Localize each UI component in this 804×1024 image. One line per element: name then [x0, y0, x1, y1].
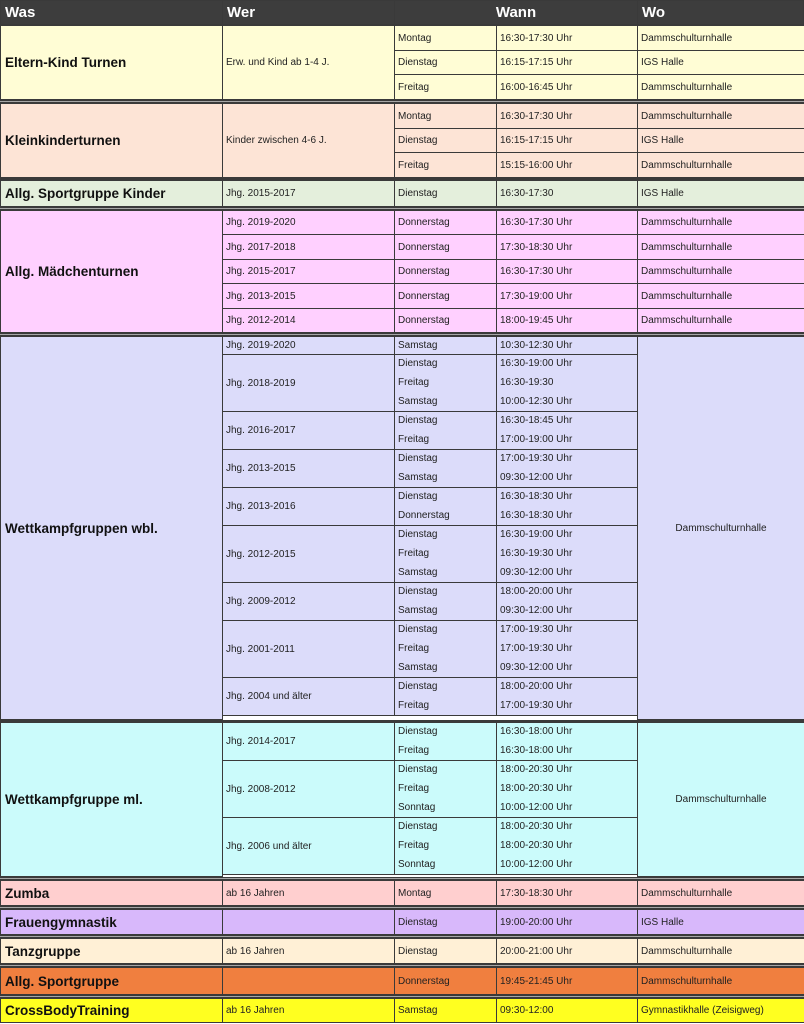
sub-wer: Jhg. 2008-2012	[222, 760, 395, 818]
sub-zeiten-line: 16:30-19:30	[500, 376, 554, 388]
group-name: Wettkampfgruppe ml.	[0, 722, 223, 877]
row-wo: Dammschulturnhalle	[637, 234, 804, 260]
sub-zeiten-line: 18:00-20:00 Uhr	[500, 586, 573, 598]
sub-tage	[394, 336, 497, 355]
sub-tage-line: Dienstag	[398, 358, 438, 370]
group-name: Wettkampfgruppen wbl.	[0, 336, 223, 720]
sub-zeiten-line: 17:00-19:00 Uhr	[500, 433, 573, 445]
sub-tage-line: Samstag	[398, 661, 438, 673]
sub-tage-line: Dienstag	[398, 491, 438, 503]
sub-zeiten	[496, 677, 638, 716]
row-wer: ab 16 Jahren	[222, 998, 395, 1023]
sub-zeiten-line: 17:00-19:30 Uhr	[500, 453, 573, 465]
row-wer: Jhg. 2012-2014	[222, 308, 395, 333]
sub-zeiten-line: 18:00-20:30 Uhr	[500, 782, 573, 794]
row-tag: Donnerstag	[394, 210, 497, 235]
group-name: CrossBodyTraining	[0, 998, 223, 1023]
sub-wer: Jhg. 2018-2019	[222, 354, 395, 412]
row-tag: Montag	[394, 103, 497, 129]
sub-tage-line: Dienstag	[398, 529, 438, 541]
row-wo: IGS Halle	[637, 909, 804, 935]
sub-tage-line: Freitag	[398, 699, 430, 711]
sub-tage	[394, 449, 497, 488]
sub-tage-line: Dienstag	[398, 586, 438, 598]
sub-wer: Jhg. 2004 und älter	[222, 677, 395, 716]
sub-tage-line: Dienstag	[398, 681, 438, 693]
sub-tage-line: Samstag	[398, 471, 438, 483]
sub-wer: Jhg. 2019-2020	[222, 336, 395, 355]
sub-tage-line: Dienstag	[398, 821, 438, 833]
sub-zeiten-line: 09:30-12:00 Uhr	[500, 566, 573, 578]
sub-zeiten	[496, 620, 638, 678]
sub-tage-line: Samstag	[398, 604, 438, 616]
sub-tage	[394, 487, 497, 526]
sub-tage-line: Freitag	[398, 547, 430, 559]
group-name: Frauengymnastik	[0, 909, 223, 935]
sub-wer: Jhg. 2012-2015	[222, 525, 395, 583]
sub-zeiten-line: 18:00-20:30 Uhr	[500, 839, 573, 851]
row-zeit: 17:30-18:30 Uhr	[496, 234, 638, 260]
sub-tage-line: Dienstag	[398, 415, 438, 427]
header-was: Was	[0, 0, 223, 25]
group-name: Allg. Sportgruppe	[0, 967, 223, 995]
row-wer	[222, 967, 395, 995]
group-name: Allg. Sportgruppe Kinder	[0, 180, 223, 207]
sub-zeiten	[496, 525, 638, 583]
sub-zeiten	[496, 582, 638, 621]
row-tag: Donnerstag	[394, 308, 497, 333]
row-wer: ab 16 Jahren	[222, 938, 395, 964]
row-wo: Dammschulturnhalle	[637, 938, 804, 964]
sub-zeiten-line: 10:00-12:00 Uhr	[500, 801, 573, 813]
sub-tage-line: Freitag	[398, 744, 430, 756]
sub-zeiten	[496, 817, 638, 875]
sub-zeiten-line: 18:00-20:30 Uhr	[500, 764, 573, 776]
sub-tage-line: Freitag	[398, 782, 430, 794]
sub-tage-line: Dienstag	[398, 624, 438, 636]
sub-zeiten-line: 16:30-18:30 Uhr	[500, 491, 573, 503]
sub-zeiten-line: 16:30-18:00 Uhr	[500, 744, 573, 756]
sub-wer: Jhg. 2013-2015	[222, 449, 395, 488]
sub-wer: Jhg. 2014-2017	[222, 722, 395, 761]
row-wer	[222, 909, 395, 935]
sub-tage-line: Samstag	[398, 566, 438, 578]
row-tag: Samstag	[394, 998, 497, 1023]
row-zeit: 15:15-16:00 Uhr	[496, 152, 638, 178]
sub-zeiten-line: 09:30-12:00 Uhr	[500, 661, 573, 673]
sub-tage	[394, 620, 497, 678]
row-wer: Jhg. 2015-2017	[222, 180, 395, 207]
sub-tage-line: Samstag	[398, 339, 438, 351]
sub-tage	[394, 582, 497, 621]
sub-tage	[394, 760, 497, 818]
row-wer: Jhg. 2015-2017	[222, 259, 395, 284]
sub-tage-line: Freitag	[398, 642, 430, 654]
sub-zeiten-line: 17:00-19:30 Uhr	[500, 699, 573, 711]
sub-zeiten-line: 16:30-19:00 Uhr	[500, 358, 573, 370]
row-tag: Freitag	[394, 74, 497, 100]
row-wo: Gymnastikhalle (Zeisigweg)	[637, 998, 804, 1023]
sub-zeiten-line: 10:00-12:00 Uhr	[500, 858, 573, 870]
sub-tage-line: Dienstag	[398, 726, 438, 738]
sub-tage-line: Dienstag	[398, 764, 438, 776]
sub-zeiten	[496, 354, 638, 412]
row-zeit: 16:30-17:30 Uhr	[496, 103, 638, 129]
sub-tage-line: Freitag	[398, 839, 430, 851]
row-zeit: 16:15-17:15 Uhr	[496, 128, 638, 153]
group-name: Tanzgruppe	[0, 938, 223, 964]
sub-zeiten	[496, 411, 638, 450]
sub-zeiten	[496, 760, 638, 818]
row-wo: Dammschulturnhalle	[637, 74, 804, 100]
row-zeit: 16:00-16:45 Uhr	[496, 74, 638, 100]
row-tag: Dienstag	[394, 180, 497, 207]
row-wo: Dammschulturnhalle	[637, 967, 804, 995]
row-tag: Freitag	[394, 152, 497, 178]
row-wer: Jhg. 2017-2018	[222, 234, 395, 260]
sub-zeiten-line: 10:30-12:30 Uhr	[500, 339, 573, 351]
row-wer: ab 16 Jahren	[222, 880, 395, 906]
sub-tage	[394, 677, 497, 716]
row-zeit: 19:00-20:00 Uhr	[496, 909, 638, 935]
header-wo: Wo	[637, 0, 804, 25]
row-wo: IGS Halle	[637, 128, 804, 153]
row-tag: Montag	[394, 880, 497, 906]
sub-zeiten	[496, 336, 638, 355]
sub-tage	[394, 354, 497, 412]
row-tag: Montag	[394, 25, 497, 51]
row-wo: Dammschulturnhalle	[637, 152, 804, 178]
sub-zeiten-line: 10:00-12:30 Uhr	[500, 395, 573, 407]
row-wo: Dammschulturnhalle	[637, 25, 804, 51]
row-tag: Dienstag	[394, 909, 497, 935]
sub-wer: Jhg. 2009-2012	[222, 582, 395, 621]
group-name: Allg. Mädchenturnen	[0, 210, 223, 333]
row-wo: Dammschulturnhalle	[637, 880, 804, 906]
row-zeit: 16:30-17:30 Uhr	[496, 259, 638, 284]
sub-wer: Jhg. 2013-2016	[222, 487, 395, 526]
row-tag: Donnerstag	[394, 967, 497, 995]
header-wer: Wer	[222, 0, 395, 25]
group-name: Kleinkinderturnen	[0, 103, 223, 178]
group-name: Zumba	[0, 880, 223, 906]
group-wo: Dammschulturnhalle	[637, 336, 804, 720]
sub-zeiten-line: 09:30-12:00 Uhr	[500, 471, 573, 483]
row-wo: IGS Halle	[637, 50, 804, 75]
row-wo: Dammschulturnhalle	[637, 259, 804, 284]
sub-wer: Jhg. 2006 und älter	[222, 817, 395, 875]
sub-tage	[394, 525, 497, 583]
group-wer: Erw. und Kind ab 1-4 J.	[222, 25, 395, 100]
row-wo: Dammschulturnhalle	[637, 210, 804, 235]
sub-wer: Jhg. 2001-2011	[222, 620, 395, 678]
row-tag: Donnerstag	[394, 259, 497, 284]
sub-tage-line: Freitag	[398, 376, 430, 388]
sub-zeiten-line: 18:00-20:00 Uhr	[500, 681, 573, 693]
group-wer: Kinder zwischen 4-6 J.	[222, 103, 395, 178]
row-zeit: 16:30-17:30 Uhr	[496, 25, 638, 51]
row-tag: Donnerstag	[394, 234, 497, 260]
row-wo: Dammschulturnhalle	[637, 283, 804, 309]
sub-zeiten-line: 18:00-20:30 Uhr	[500, 821, 573, 833]
sub-zeiten-line: 17:00-19:30 Uhr	[500, 642, 573, 654]
sub-tage-line: Freitag	[398, 433, 430, 445]
row-zeit: 18:00-19:45 Uhr	[496, 308, 638, 333]
row-zeit: 16:30-17:30	[496, 180, 638, 207]
header-wann: Wann	[394, 0, 638, 25]
row-wo: Dammschulturnhalle	[637, 308, 804, 333]
row-zeit: 09:30-12:00	[496, 998, 638, 1023]
row-zeit: 20:00-21:00 Uhr	[496, 938, 638, 964]
row-tag: Dienstag	[394, 128, 497, 153]
row-zeit: 17:30-18:30 Uhr	[496, 880, 638, 906]
sub-tage-line: Sonntag	[398, 858, 436, 870]
sub-tage-line: Donnerstag	[398, 509, 450, 521]
group-wo: Dammschulturnhalle	[637, 722, 804, 877]
sub-zeiten-line: 16:30-19:30 Uhr	[500, 547, 573, 559]
sub-tage	[394, 411, 497, 450]
sub-tage-line: Dienstag	[398, 453, 438, 465]
sub-zeiten-line: 16:30-18:30 Uhr	[500, 509, 573, 521]
sub-tage-line: Samstag	[398, 395, 438, 407]
row-zeit: 16:15-17:15 Uhr	[496, 50, 638, 75]
sub-tage	[394, 817, 497, 875]
sub-zeiten	[496, 487, 638, 526]
sub-zeiten-line: 09:30-12:00 Uhr	[500, 604, 573, 616]
group-name: Eltern-Kind Turnen	[0, 25, 223, 100]
row-tag: Donnerstag	[394, 283, 497, 309]
row-zeit: 16:30-17:30 Uhr	[496, 210, 638, 235]
sub-zeiten-line: 16:30-18:45 Uhr	[500, 415, 573, 427]
sub-zeiten-line: 16:30-19:00 Uhr	[500, 529, 573, 541]
row-zeit: 19:45-21:45 Uhr	[496, 967, 638, 995]
sub-wer: Jhg. 2016-2017	[222, 411, 395, 450]
sub-tage	[394, 722, 497, 761]
sub-zeiten-line: 16:30-18:00 Uhr	[500, 726, 573, 738]
row-wo: IGS Halle	[637, 180, 804, 207]
sub-zeiten	[496, 449, 638, 488]
row-tag: Dienstag	[394, 938, 497, 964]
row-wer: Jhg. 2019-2020	[222, 210, 395, 235]
row-wo: Dammschulturnhalle	[637, 103, 804, 129]
row-tag: Dienstag	[394, 50, 497, 75]
sub-zeiten	[496, 722, 638, 761]
sub-zeiten-line: 17:00-19:30 Uhr	[500, 624, 573, 636]
row-zeit: 17:30-19:00 Uhr	[496, 283, 638, 309]
row-wer: Jhg. 2013-2015	[222, 283, 395, 309]
sub-tage-line: Sonntag	[398, 801, 436, 813]
